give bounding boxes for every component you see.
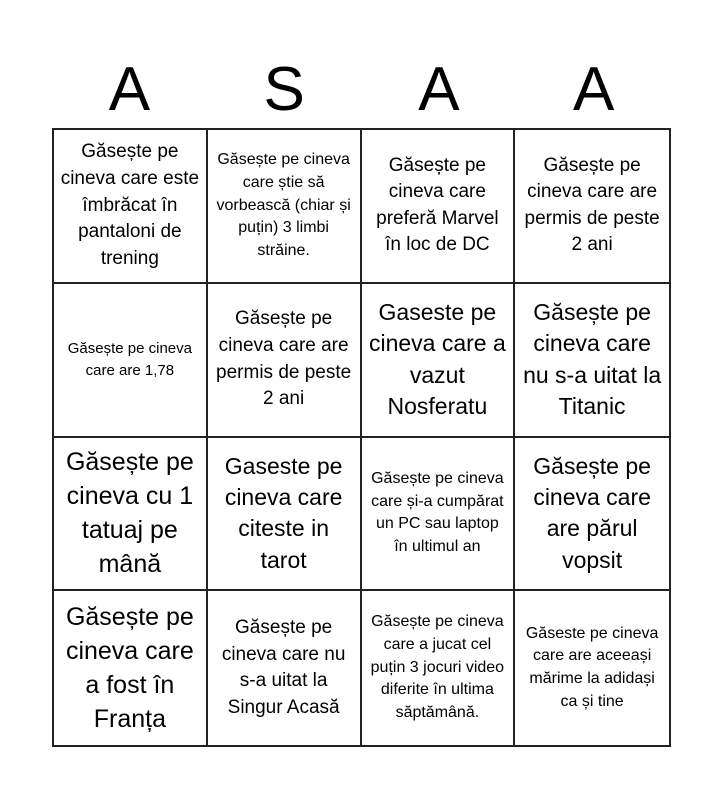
- cell-text: Găsește pe cineva care are părul vopsit: [533, 452, 651, 573]
- bingo-cell-r4c3[interactable]: [362, 591, 516, 745]
- bingo-cell-r2c3[interactable]: [362, 284, 516, 438]
- cell-text: Găsește pe cineva care nu s-a uitat la Titanic: [523, 299, 662, 419]
- cell-text: Găsește pe cineva care are permis de peste 2 ani: [216, 308, 352, 410]
- cell-text: Găsește pe cineva care a fost în Franța: [65, 603, 194, 734]
- cell-text: Găsește pe cineva care este îmbrăcat în pantaloni de trening: [60, 141, 200, 269]
- bingo-cell-r1c2[interactable]: [208, 130, 362, 284]
- cell-text: Găsește pe cineva care și-a cumpărat un PC sau laptop în ultimul an: [371, 469, 504, 556]
- header-letter-4: A: [572, 55, 615, 124]
- cell-text: Găsește pe cineva care nu s-a uitat la Singur Acasă: [221, 616, 346, 718]
- cell-text: Găsește pe cineva care știe să vorbească (chiar și puțin) 3 limbi străine.: [216, 151, 351, 259]
- bingo-cell-r3c2[interactable]: [208, 438, 362, 592]
- cell-text: Găsește pe cineva care are permis de peste 2 ani: [524, 154, 660, 256]
- cell-text: Găsește pe cineva cu 1 tatuaj pe mână: [65, 448, 194, 579]
- bingo-cell-r4c2[interactable]: [208, 591, 362, 745]
- bingo-cell-r1c3[interactable]: [362, 130, 516, 284]
- bingo-cell-r2c1[interactable]: [54, 284, 208, 438]
- bingo-cell-r1c1[interactable]: [54, 130, 208, 284]
- cell-text: Gaseste pe cineva care citeste in tarot: [224, 452, 343, 573]
- bingo-cell-r3c1[interactable]: [54, 438, 208, 592]
- bingo-cell-r2c2[interactable]: [208, 284, 362, 438]
- bingo-header: [52, 52, 671, 128]
- header-letter-1: A: [108, 55, 151, 124]
- bingo-cell-r2c4[interactable]: [515, 284, 669, 438]
- header-letter-3: A: [418, 55, 460, 124]
- cell-text: Găseste pe cineva care are aceeași mărime la adidași ca și tine: [525, 624, 659, 710]
- cell-text: Găsește pe cineva care preferă Marvel în loc de DC: [376, 154, 499, 256]
- header-letter-2: S: [263, 55, 305, 124]
- bingo-cell-r4c1[interactable]: [54, 591, 208, 745]
- bingo-cell-r3c4[interactable]: [515, 438, 669, 592]
- cell-text: Găsește pe cineva care are 1,78: [67, 339, 192, 379]
- bingo-board: [52, 128, 671, 747]
- cell-text: Gaseste pe cineva care a vazut Nosferatu: [368, 299, 506, 419]
- bingo-cell-r1c4[interactable]: [515, 130, 669, 284]
- bingo-cell-r3c3[interactable]: [362, 438, 516, 592]
- bingo-cell-r4c4[interactable]: [515, 591, 669, 745]
- cell-text: Găsește pe cineva care a jucat cel puțin 3 jocuri video diferite în ultima săptămână.: [370, 613, 505, 722]
